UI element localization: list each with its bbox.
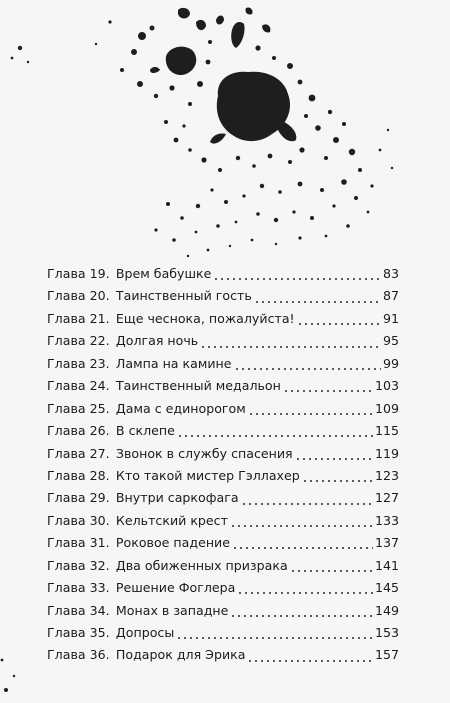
- table-of-contents: [47, 263, 399, 667]
- page-number: 103: [374, 378, 399, 394]
- toc-entry: [47, 577, 399, 599]
- toc-entry: [47, 375, 399, 397]
- toc-entry: [47, 330, 399, 352]
- chapter-number: Глава 33.: [47, 580, 110, 596]
- chapter-title: Внутри саркофага: [115, 490, 239, 506]
- chapter-number: Глава 25.: [47, 400, 110, 416]
- chapter-title: Кельтский крест: [115, 512, 228, 528]
- page-number: 115: [374, 423, 399, 439]
- toc-entry: [47, 465, 399, 487]
- page-number: 91: [382, 310, 399, 326]
- toc-entry: [47, 600, 399, 622]
- page-number: 109: [374, 400, 399, 416]
- toc-entry: [47, 263, 399, 285]
- dot-leader: [248, 406, 373, 416]
- toc-entry: [47, 443, 399, 465]
- chapter-title: Решение Фоглера: [115, 580, 236, 596]
- toc-entry: [47, 532, 399, 554]
- chapter-number: Глава 19.: [47, 266, 110, 281]
- dot-leader: [247, 653, 372, 663]
- chapter-title: Подарок для Эрика: [115, 647, 246, 663]
- chapter-title: Лампа на камине: [115, 355, 232, 371]
- toc-entry: [47, 644, 399, 666]
- chapter-title: Дама с единорогом: [115, 400, 246, 416]
- chapter-number: Глава 21.: [47, 310, 110, 326]
- chapter-number: Глава 22.: [47, 333, 110, 349]
- page-number: 119: [374, 445, 399, 461]
- chapter-number: Глава 32.: [47, 557, 110, 573]
- chapter-title: Таинственный медальон: [115, 378, 281, 394]
- page-number: 83: [382, 266, 399, 281]
- page-number: 123: [374, 467, 399, 483]
- chapter-title: Звонок в службу спасения: [115, 445, 293, 461]
- toc-entry: [47, 555, 399, 577]
- chapter-title: Врем бабушке: [115, 266, 212, 281]
- chapter-number: Глава 35.: [47, 625, 110, 640]
- chapter-number: Глава 26.: [47, 423, 110, 439]
- page-number: 141: [374, 557, 399, 573]
- chapter-number: Глава 27.: [47, 445, 110, 461]
- chapter-number: Глава 29.: [47, 490, 110, 506]
- page-number: 153: [374, 625, 399, 640]
- chapter-number: Глава 31.: [47, 535, 110, 551]
- dot-leader: [302, 473, 373, 483]
- chapter-title: В склепе: [115, 423, 175, 439]
- toc-entry: [47, 420, 399, 442]
- dot-leader: [177, 428, 373, 438]
- page-number: 157: [374, 647, 399, 663]
- toc-entry: [47, 398, 399, 420]
- dot-leader: [176, 630, 373, 640]
- chapter-title: Монах в западне: [115, 602, 229, 618]
- toc-entry: [47, 487, 399, 509]
- page-number: 137: [374, 535, 399, 551]
- chapter-number: Глава 23.: [47, 355, 110, 371]
- dot-leader: [254, 294, 381, 304]
- chapter-title: Еще чеснока, пожалуйста!: [115, 310, 295, 326]
- dot-leader: [232, 540, 373, 550]
- toc-entry: [47, 510, 399, 532]
- dot-leader: [234, 361, 381, 371]
- dot-leader: [297, 316, 381, 326]
- chapter-number: Глава 34.: [47, 602, 110, 618]
- dot-leader: [237, 585, 373, 595]
- toc-entry: [47, 285, 399, 307]
- chapter-title: Кто такой мистер Гэллахер: [115, 467, 300, 483]
- chapter-number: Глава 28.: [47, 467, 110, 483]
- page-number: 95: [382, 333, 399, 349]
- dot-leader: [283, 383, 373, 393]
- chapter-title: Таинственный гость: [115, 288, 252, 304]
- chapter-number: Глава 30.: [47, 512, 110, 528]
- dot-leader: [213, 271, 381, 281]
- chapter-title: Долгая ночь: [115, 333, 199, 349]
- page-number: 127: [374, 490, 399, 506]
- dot-leader: [230, 608, 373, 618]
- chapter-number: Глава 36.: [47, 647, 110, 663]
- chapter-number: Глава 20.: [47, 288, 110, 304]
- page-number: 145: [374, 580, 399, 596]
- page-number: 133: [374, 512, 399, 528]
- page-number: 87: [382, 288, 399, 304]
- chapter-title: Роковое падение: [115, 535, 230, 551]
- toc-entry: [47, 622, 399, 644]
- chapter-title: Два обиженных призрака: [115, 557, 288, 573]
- dot-leader: [241, 496, 373, 506]
- toc-entry: [47, 308, 399, 330]
- page-number: 149: [374, 602, 399, 618]
- dot-leader: [230, 518, 373, 528]
- dot-leader: [200, 339, 381, 349]
- chapter-title: Допросы: [115, 625, 175, 640]
- ink-blob-small: [166, 47, 196, 75]
- page-number: 99: [382, 355, 399, 371]
- chapter-number: Глава 24.: [47, 378, 110, 394]
- dot-leader: [290, 563, 373, 573]
- dot-leader: [295, 451, 373, 461]
- toc-entry: [47, 353, 399, 375]
